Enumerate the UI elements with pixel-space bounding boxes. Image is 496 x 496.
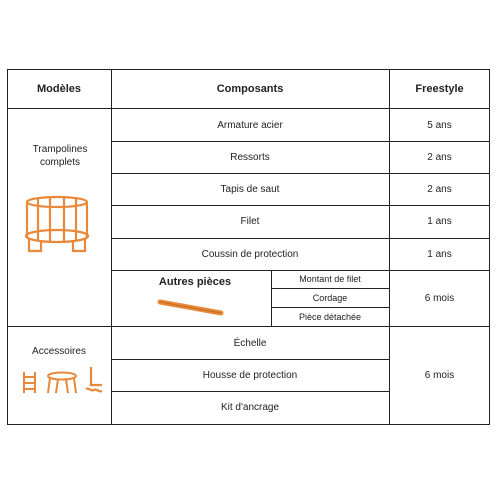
- other-part-cordage: Cordage: [312, 292, 348, 303]
- component-housse: Housse de protection: [202, 369, 298, 381]
- component-filet: Filet: [240, 216, 260, 227]
- other-part-piece: Pièce détachée: [298, 311, 362, 322]
- warranty-other-parts: 6 mois: [424, 292, 455, 304]
- group-label-trampolines: Trampolines complets: [32, 144, 88, 168]
- header-models: Modèles: [36, 82, 81, 95]
- warranty-ressorts: 2 ans: [427, 151, 452, 163]
- component-armature: Armature acier: [217, 119, 283, 131]
- trampoline-icon: [45, 369, 79, 395]
- other-parts-title: Autres pièces: [158, 276, 232, 288]
- group-label-accessoires: Accessoires: [32, 345, 86, 357]
- anchor-icon: [83, 365, 105, 395]
- trampoline-icon: [21, 193, 93, 255]
- header-components: Composants: [216, 82, 284, 95]
- net-pole-icon: [155, 298, 227, 318]
- component-echelle: Échelle: [233, 337, 267, 349]
- header-freestyle: Freestyle: [415, 82, 464, 95]
- component-ressorts: Ressorts: [230, 151, 270, 163]
- warranty-armature: 5 ans: [427, 119, 452, 131]
- ladder-icon: [21, 370, 39, 394]
- component-kit-ancrage: Kit d'ancrage: [220, 402, 280, 413]
- warranty-table: [7, 69, 490, 425]
- other-part-montant: Montant de filet: [299, 274, 361, 284]
- warranty-coussin: 1 ans: [427, 248, 452, 260]
- component-tapis: Tapis de saut: [220, 183, 280, 195]
- warranty-tapis: 2 ans: [427, 183, 452, 195]
- component-coussin: Coussin de protection: [201, 248, 299, 260]
- warranty-filet: 1 ans: [427, 216, 452, 227]
- warranty-accessoires: 6 mois: [424, 370, 455, 381]
